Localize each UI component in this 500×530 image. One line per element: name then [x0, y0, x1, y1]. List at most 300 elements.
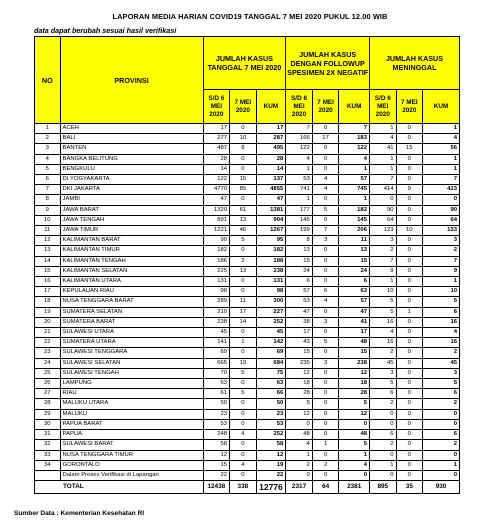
value-cell: 1	[370, 460, 397, 470]
value-cell: 4	[286, 154, 313, 164]
value-cell: 1267	[256, 226, 286, 236]
value-cell: 63	[203, 379, 230, 389]
value-cell: 287	[256, 134, 286, 144]
value-cell: 13	[339, 246, 370, 256]
value-cell: 2	[423, 440, 460, 450]
header-no: NO	[35, 37, 61, 124]
table-row	[35, 185, 460, 195]
value-cell: 0	[396, 328, 423, 338]
value-cell: 0	[230, 348, 257, 358]
province-name: BANGKA BELITUNG	[60, 154, 203, 164]
province-name: NUSA TENGGARA BARAT	[60, 297, 203, 307]
value-cell: 70	[203, 368, 230, 378]
page-subtitle: data dapat berubah sesuai hasil verifikasi	[34, 26, 177, 35]
value-cell: 0	[230, 195, 257, 205]
value-cell: 1	[396, 307, 423, 317]
value-cell: 14	[203, 164, 230, 174]
value-cell: 47	[203, 195, 230, 205]
value-cell: 0	[339, 419, 370, 429]
subheader-followup-sd: S/D 6 MEI 2020	[286, 90, 313, 124]
value-cell: 1	[423, 460, 460, 470]
value-cell: 5	[339, 399, 370, 409]
value-cell: 12	[339, 409, 370, 419]
value-cell: 10	[396, 226, 423, 236]
value-cell: 95	[256, 236, 286, 246]
value-cell: 23	[256, 409, 286, 419]
table-row	[35, 246, 460, 256]
value-cell: 6	[312, 287, 339, 297]
value-cell: 0	[312, 277, 339, 287]
value-cell: 0	[396, 348, 423, 358]
value-cell: 7	[423, 256, 460, 266]
value-cell: 16	[370, 338, 397, 348]
province-name: SULAWESI UTARA	[60, 328, 203, 338]
value-cell: 6	[423, 307, 460, 317]
value-cell: 7	[286, 124, 313, 134]
value-cell: 17	[230, 307, 257, 317]
value-cell: 210	[203, 307, 230, 317]
value-cell: 5	[423, 379, 460, 389]
value-cell: 12	[256, 450, 286, 460]
table-row	[35, 328, 460, 338]
table-row	[35, 307, 460, 317]
row-number: 16	[35, 277, 61, 287]
value-cell: 4	[286, 440, 313, 450]
value-cell: 5	[423, 297, 460, 307]
province-name: SULAWESI TENGGARA	[60, 348, 203, 358]
row-number: 24	[35, 358, 61, 368]
value-cell: 90	[370, 205, 397, 215]
province-name: JAWA TIMUR	[60, 226, 203, 236]
value-cell: 57	[286, 287, 313, 297]
value-cell: 252	[256, 317, 286, 327]
table-row	[35, 409, 460, 419]
province-name: SULAWESI BARAT	[60, 440, 203, 450]
value-cell: 1	[423, 124, 460, 134]
table-row	[35, 389, 460, 399]
total-value: 12438	[203, 481, 230, 494]
row-number: 13	[35, 246, 61, 256]
value-cell: 0	[396, 399, 423, 409]
value-cell: 8	[286, 236, 313, 246]
value-cell: 16	[423, 338, 460, 348]
table-row	[35, 154, 460, 164]
value-cell: 4	[370, 328, 397, 338]
value-cell: 16	[370, 317, 397, 327]
value-cell: 0	[230, 409, 257, 419]
province-name: MALUKU	[60, 409, 203, 419]
value-cell: 1	[370, 164, 397, 174]
value-cell: 0	[396, 460, 423, 470]
value-cell: 23	[203, 409, 230, 419]
value-cell: 7	[339, 124, 370, 134]
table-row	[35, 460, 460, 470]
value-cell: 43	[286, 338, 313, 348]
header-followup-negatif: JUMLAH KASUS DENGAN FOLLOWUP SPESIMEN 2X NEGATIF	[286, 37, 370, 90]
header-jumlah-kasus: JUMLAH KASUS TANGGAL 7 MEI 2020	[203, 37, 286, 90]
value-cell: 13	[230, 266, 257, 276]
value-cell: 0	[312, 307, 339, 317]
total-value: 64	[312, 481, 339, 494]
value-cell: 0	[312, 389, 339, 399]
value-cell: 10	[230, 134, 257, 144]
table-row	[35, 348, 460, 358]
row-number: 17	[35, 287, 61, 297]
value-cell: 0	[312, 154, 339, 164]
value-cell: 6	[370, 430, 397, 440]
province-name: SULAWESI SELATAN	[60, 358, 203, 368]
value-cell: 0	[312, 450, 339, 460]
row-number: 30	[35, 419, 61, 429]
value-cell: 745	[339, 185, 370, 195]
province-name: BANTEN	[60, 144, 203, 154]
value-cell: 15	[286, 256, 313, 266]
value-cell: 1	[423, 277, 460, 287]
value-cell: 4	[230, 430, 257, 440]
value-cell: 5	[286, 399, 313, 409]
value-cell: 1	[312, 440, 339, 450]
total-value: 35	[396, 481, 423, 494]
subheader-meninggal-7: 7 MEI 2020	[396, 90, 423, 124]
row-number: 34	[35, 460, 61, 470]
value-cell: 0	[396, 430, 423, 440]
value-cell: 15	[230, 175, 257, 185]
value-cell: 3	[423, 236, 460, 246]
value-cell: 10	[370, 287, 397, 297]
value-cell: 300	[256, 297, 286, 307]
table-row	[35, 430, 460, 440]
page-title: LAPORAN MEDIA HARIAN COVID19 TANGGAL 7 MEI 2020 PUKUL 12.00 WIB	[112, 12, 388, 21]
value-cell: 4	[423, 134, 460, 144]
value-cell: 5	[312, 205, 339, 215]
province-name: SUMATERA UTARA	[60, 338, 203, 348]
table-row	[35, 317, 460, 327]
total-value: 2381	[339, 481, 370, 494]
value-cell: 142	[256, 338, 286, 348]
value-cell: 122	[203, 175, 230, 185]
value-cell: 90	[423, 205, 460, 215]
value-cell: 0	[230, 154, 257, 164]
value-cell: 61	[203, 389, 230, 399]
row-number: 11	[35, 226, 61, 236]
value-cell: 5	[312, 338, 339, 348]
row-number: 14	[35, 256, 61, 266]
value-cell: 0	[230, 328, 257, 338]
row-number: 19	[35, 307, 61, 317]
row-number: 32	[35, 440, 61, 450]
total-label: TOTAL	[35, 481, 204, 494]
province-name: KALIMANTAN UTARA	[60, 277, 203, 287]
value-cell: 6	[370, 389, 397, 399]
subheader-kasus-kum: KUM	[256, 90, 286, 124]
value-cell: 7	[370, 256, 397, 266]
value-cell: 238	[339, 358, 370, 368]
table-row	[35, 215, 460, 225]
value-cell: 3	[370, 368, 397, 378]
value-cell: 0	[396, 154, 423, 164]
table-row	[35, 470, 460, 480]
header-meninggal: JUMLAH KASUS MENINGGAL	[370, 37, 460, 90]
value-cell: 28	[256, 154, 286, 164]
province-name: KALIMANTAN SELATAN	[60, 266, 203, 276]
value-cell: 487	[203, 144, 230, 154]
value-cell: 0	[396, 164, 423, 174]
value-cell: 12	[203, 450, 230, 460]
value-cell: 14	[256, 164, 286, 174]
value-cell: 9	[396, 185, 423, 195]
value-cell: 64	[370, 215, 397, 225]
value-cell: 5	[370, 307, 397, 317]
value-cell: 4	[339, 154, 370, 164]
value-cell: 0	[396, 368, 423, 378]
value-cell: 1	[370, 154, 397, 164]
value-cell: 891	[203, 215, 230, 225]
value-cell: 0	[396, 266, 423, 276]
table-row	[35, 164, 460, 174]
value-cell: 53	[286, 297, 313, 307]
value-cell: 186	[203, 256, 230, 266]
table-row	[35, 368, 460, 378]
table-row	[35, 440, 460, 450]
row-number: 21	[35, 328, 61, 338]
value-cell: 47	[256, 195, 286, 205]
row-number: 28	[35, 399, 61, 409]
subheader-meninggal-sd: S/D 6 MEI 2020	[370, 90, 397, 124]
value-cell: 16	[423, 317, 460, 327]
row-number: 18	[35, 297, 61, 307]
province-name: PAPUA	[60, 430, 203, 440]
value-cell: 137	[256, 175, 286, 185]
value-cell: 122	[339, 144, 370, 154]
value-cell: 17	[286, 328, 313, 338]
value-cell: 199	[286, 226, 313, 236]
value-cell: 0	[396, 287, 423, 297]
row-number: 8	[35, 195, 61, 205]
value-cell: 48	[339, 430, 370, 440]
value-cell: 0	[423, 195, 460, 205]
value-cell: 98	[256, 287, 286, 297]
value-cell: 19	[230, 358, 257, 368]
row-number: 6	[35, 175, 61, 185]
row-number: 4	[35, 154, 61, 164]
value-cell: 0	[312, 246, 339, 256]
value-cell: 2	[312, 460, 339, 470]
value-cell: 12	[286, 409, 313, 419]
value-cell: 2	[370, 440, 397, 450]
value-cell: 47	[286, 307, 313, 317]
value-cell: 0	[312, 379, 339, 389]
value-cell: 2	[286, 460, 313, 470]
table-row	[35, 297, 460, 307]
value-cell: 145	[339, 215, 370, 225]
value-cell: 0	[396, 440, 423, 450]
value-cell: 45	[256, 328, 286, 338]
value-cell: 12	[339, 368, 370, 378]
value-cell: 3	[423, 368, 460, 378]
total-value: 2317	[286, 481, 313, 494]
value-cell: 0	[230, 470, 257, 480]
row-number: 23	[35, 348, 61, 358]
table-row	[35, 399, 460, 409]
table-row	[35, 144, 460, 154]
value-cell: 19	[256, 460, 286, 470]
value-cell: 0	[286, 470, 313, 480]
total-row	[35, 481, 460, 494]
province-name: JAWA BARAT	[60, 205, 203, 215]
value-cell: 0	[312, 399, 339, 409]
table-row	[35, 338, 460, 348]
value-cell: 69	[256, 348, 286, 358]
value-cell: 0	[312, 215, 339, 225]
value-cell: 277	[203, 134, 230, 144]
table-row	[35, 379, 460, 389]
value-cell: 133	[423, 226, 460, 236]
row-number: 1	[35, 124, 61, 134]
value-cell: 50	[203, 399, 230, 409]
value-cell: 1	[286, 164, 313, 174]
table-row	[35, 419, 460, 429]
value-cell: 0	[396, 419, 423, 429]
value-cell: 0	[230, 124, 257, 134]
value-cell: 17	[203, 124, 230, 134]
value-cell: 414	[370, 185, 397, 195]
value-cell: 45	[370, 358, 397, 368]
value-cell: 423	[423, 185, 460, 195]
table-row	[35, 358, 460, 368]
value-cell: 7	[423, 175, 460, 185]
value-cell: 41	[339, 317, 370, 327]
value-cell: 2	[370, 348, 397, 358]
value-cell: 0	[396, 358, 423, 368]
value-cell: 0	[230, 277, 257, 287]
value-cell: 61	[230, 205, 257, 215]
value-cell: 0	[396, 124, 423, 134]
value-cell: 0	[312, 348, 339, 358]
value-cell: 0	[396, 338, 423, 348]
value-cell: 0	[312, 124, 339, 134]
value-cell: 238	[256, 266, 286, 276]
table-row	[35, 205, 460, 215]
table-row	[35, 226, 460, 236]
value-cell: 0	[370, 419, 397, 429]
value-cell: 0	[230, 246, 257, 256]
value-cell: 8	[230, 144, 257, 154]
value-cell: 225	[203, 266, 230, 276]
row-number: 25	[35, 368, 61, 378]
province-name: LAMPUNG	[60, 379, 203, 389]
value-cell: 1221	[203, 226, 230, 236]
value-cell: 5	[370, 297, 397, 307]
value-cell: 85	[230, 185, 257, 195]
value-cell: 0	[312, 368, 339, 378]
row-number: 9	[35, 205, 61, 215]
province-name: MALUKU UTARA	[60, 399, 203, 409]
value-cell: 7	[312, 226, 339, 236]
table-row	[35, 195, 460, 205]
value-cell: 63	[256, 379, 286, 389]
province-name: ACEH	[60, 124, 203, 134]
value-cell: 741	[286, 185, 313, 195]
value-cell: 5	[230, 368, 257, 378]
value-cell: 0	[370, 450, 397, 460]
value-cell: 0	[423, 409, 460, 419]
value-cell: 0	[230, 287, 257, 297]
row-number: 5	[35, 164, 61, 174]
value-cell: 0	[312, 256, 339, 266]
value-cell: 0	[396, 134, 423, 144]
value-cell: 0	[230, 164, 257, 174]
value-cell: 182	[203, 246, 230, 256]
value-cell: 1	[339, 450, 370, 460]
value-cell: 4	[312, 297, 339, 307]
row-number: 10	[35, 215, 61, 225]
row-number: 2	[35, 134, 61, 144]
table-row	[35, 277, 460, 287]
value-cell: 53	[286, 175, 313, 185]
value-cell: 1	[339, 195, 370, 205]
subheader-kasus-7: 7 MEI 2020	[230, 90, 257, 124]
value-cell: 123	[370, 226, 397, 236]
value-cell: 495	[256, 144, 286, 154]
value-cell: 0	[312, 164, 339, 174]
value-cell: 6	[339, 277, 370, 287]
value-cell: 22	[203, 470, 230, 480]
value-cell: 1	[423, 154, 460, 164]
value-cell: 252	[256, 430, 286, 440]
value-cell: 2	[423, 348, 460, 358]
value-cell: 227	[256, 307, 286, 317]
table-row	[35, 175, 460, 185]
subheader-meninggal-kum: KUM	[423, 90, 460, 124]
value-cell: 0	[396, 389, 423, 399]
value-cell: 41	[370, 144, 397, 154]
table-row	[35, 124, 460, 134]
value-cell: 0	[396, 470, 423, 480]
value-cell: 15	[396, 144, 423, 154]
value-cell: 0	[312, 195, 339, 205]
value-cell: 38	[286, 317, 313, 327]
province-name: BENGKULU	[60, 164, 203, 174]
province-name: PAPUA BARAT	[60, 419, 203, 429]
value-cell: 0	[396, 246, 423, 256]
value-cell: 235	[286, 358, 313, 368]
row-number	[35, 470, 61, 480]
value-cell: 0	[339, 470, 370, 480]
value-cell: 11	[230, 297, 257, 307]
value-cell: 17	[312, 134, 339, 144]
value-cell: 1	[370, 124, 397, 134]
value-cell: 1	[230, 338, 257, 348]
row-number: 26	[35, 379, 61, 389]
value-cell: 3	[312, 317, 339, 327]
header-provinsi: PROVINSI	[60, 37, 203, 124]
value-cell: 0	[312, 470, 339, 480]
province-name: JAWA TENGAH	[60, 215, 203, 225]
value-cell: 50	[256, 399, 286, 409]
value-cell: 47	[339, 307, 370, 317]
value-cell: 46	[230, 226, 257, 236]
value-cell: 4770	[203, 185, 230, 195]
value-cell: 1	[286, 450, 313, 460]
value-cell: 90	[203, 236, 230, 246]
value-cell: 18	[339, 379, 370, 389]
value-cell: 3	[312, 236, 339, 246]
value-cell: 53	[203, 419, 230, 429]
value-cell: 15	[339, 348, 370, 358]
value-cell: 141	[203, 338, 230, 348]
value-cell: 48	[286, 430, 313, 440]
value-cell: 56	[423, 144, 460, 154]
